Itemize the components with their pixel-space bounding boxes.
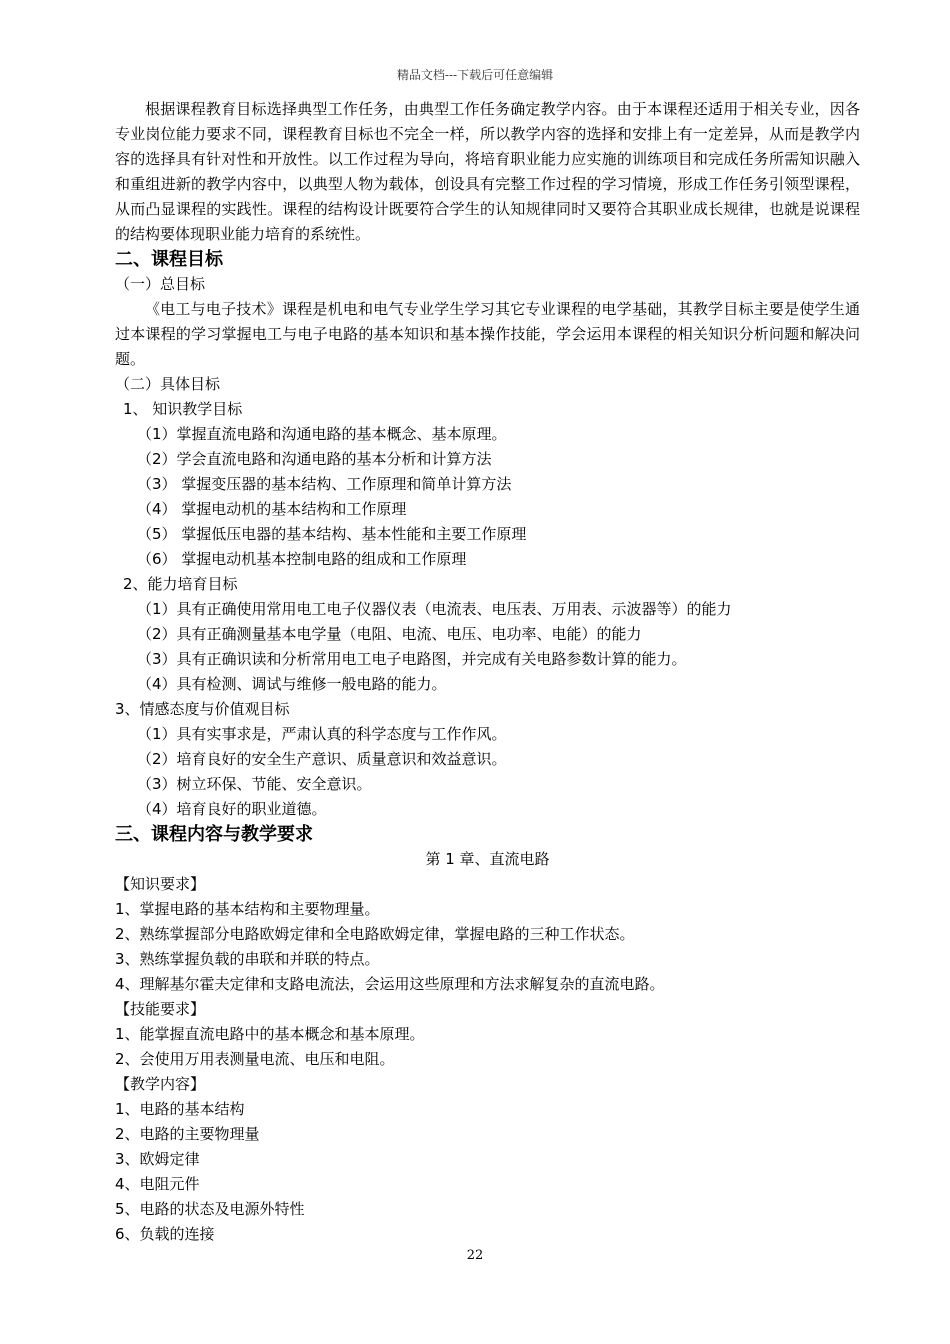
list-item: （3）树立环保、节能、安全意识。 [137,775,372,793]
general-goal-paragraph: 《电工与电子技术》课程是机电和电气专业学生学习其它专业课程的电学基础，其教学目标主要是使学生通过本课程的学习掌握电工与电子电路的基本知识和基本操作技能，学会运用本课程的相关知识分析问题和解决问题。 [115,300,860,368]
list-item: （1）具有实事求是，严肃认真的科学态度与工作作风。 [137,725,507,743]
list-item: （6） 掌握电动机基本控制电路的组成和工作原理 [137,550,467,568]
list-item: 1、掌握电路的基本结构和主要物理量。 [115,900,380,918]
list-item: （1）具有正确使用常用电工电子仪器仪表（电流表、电压表、万用表、示波器等）的能力 [137,600,732,618]
list-item: 2、电路的主要物理量 [115,1125,260,1143]
list-item: 5、电路的状态及电源外特性 [115,1200,305,1218]
knowledge-requirements-title: 【知识要求】 [115,875,206,893]
list-item: （4）具有检测、调试与维修一般电路的能力。 [137,675,447,693]
list-item: （2）具有正确测量基本电学量（电阻、电流、电压、电功率、电能）的能力 [137,625,642,643]
chapter-title: 第 1 章、直流电路 [425,850,550,868]
subheading-general-goal: （一）总目标 [115,275,206,293]
list-item: （1）掌握直流电路和沟通电路的基本概念、基本原理。 [137,425,507,443]
intro-paragraph: 根据课程教育目标选择典型工作任务，由典型工作任务确定教学内容。由于本课程还适用于相关专业，因各专业岗位能力要求不同，课程教育目标也不完全一样，所以教学内容的选择和安排上有一定差异，从而是教学内容的选择具有针对性和开放性。以工作过程为导向，将培育职业能力应实施的训练项目和完成任务所需知识融入和重组进新的教学内容中，以典型人物为载体，创设具有完整工作过程的学习情境，形成工作任务引领型课程，从而凸显课程的实践性。课程的结构设计既要符合学生的认知规律同时又要符合其职业成长规律，也就是说课程的结构要体现职业能力培育的系统性。 [115,100,860,243]
page-content [115,97,860,1247]
list-item: （2）学会直流电路和沟通电路的基本分析和计算方法 [137,450,492,468]
subheading-specific-goals: （二）具体目标 [115,375,221,393]
list-item: （4）培育良好的职业道德。 [137,800,327,818]
attitude-goals-title: 3、情感态度与价值观目标 [115,700,290,718]
list-item: 2、熟练掌握部分电路欧姆定律和全电路欧姆定律，掌握电路的三种工作状态。 [115,925,635,943]
list-item: 4、电阻元件 [115,1175,200,1193]
skill-requirements-title: 【技能要求】 [115,1000,206,1018]
list-item: （4） 掌握电动机的基本结构和工作原理 [137,500,407,518]
list-item: 1、能掌握直流电路中的基本概念和基本原理。 [115,1025,425,1043]
knowledge-goals-title: 1、 知识教学目标 [123,400,243,418]
list-item: 3、欧姆定律 [115,1150,200,1168]
teaching-content-title: 【教学内容】 [115,1075,206,1093]
list-item: （5） 掌握低压电器的基本结构、基本性能和主要工作原理 [137,525,527,543]
list-item: 4、理解基尔霍夫定律和支路电流法，会运用这些原理和方法求解复杂的直流电路。 [115,975,665,993]
list-item: 1、电路的基本结构 [115,1100,245,1118]
page-header: 精品文档---下载后可任意编辑 [396,68,554,82]
section-heading-course-content: 三、课程内容与教学要求 [115,824,313,845]
section-heading-course-goals: 二、课程目标 [115,249,223,270]
list-item: （3）具有正确识读和分析常用电工电子电路图，并完成有关电路参数计算的能力。 [137,650,687,668]
ability-goals-title: 2、能力培育目标 [123,575,238,593]
list-item: 3、熟练掌握负载的串联和并联的特点。 [115,950,380,968]
list-item: 6、负载的连接 [115,1225,215,1243]
list-item: （2）培育良好的安全生产意识、质量意识和效益意识。 [137,750,507,768]
list-item: （3） 掌握变压器的基本结构、工作原理和简单计算方法 [137,475,512,493]
list-item: 2、会使用万用表测量电流、电压和电阻。 [115,1050,395,1068]
page-number: 22 [466,1248,484,1263]
